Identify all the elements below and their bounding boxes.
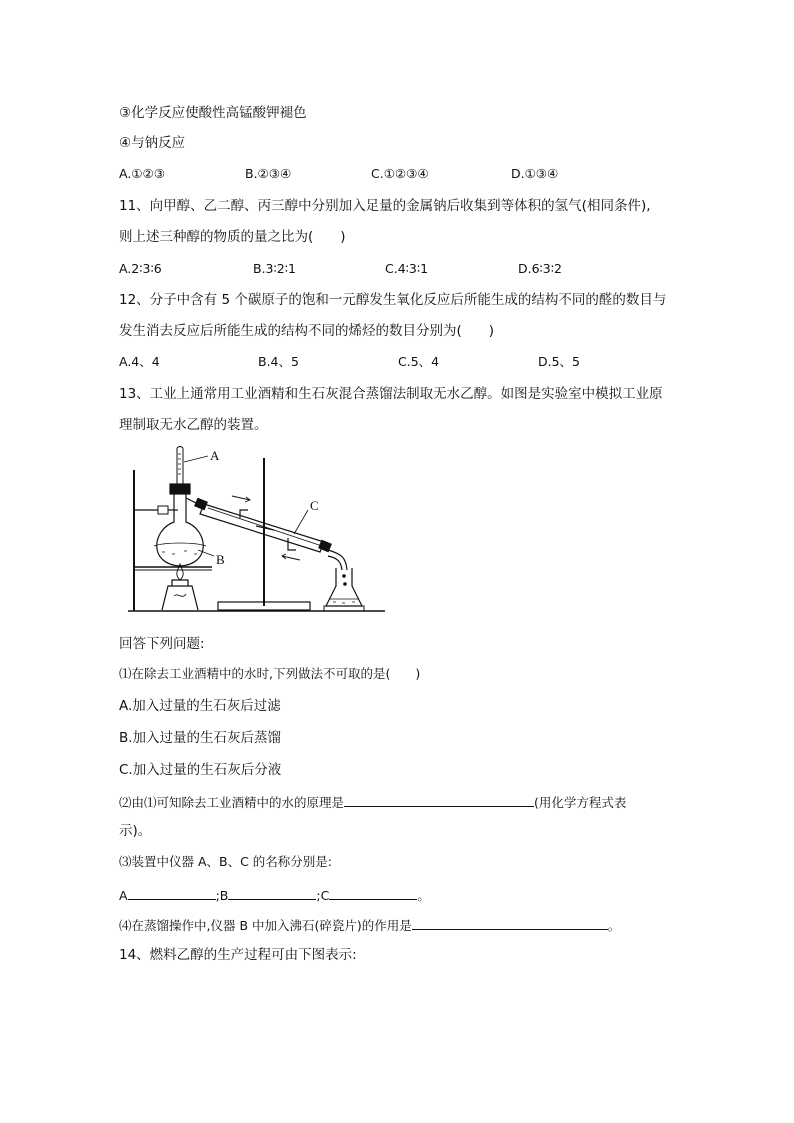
q10-option-b: B.②③④ bbox=[245, 166, 292, 181]
figure-label-b: B bbox=[216, 552, 225, 567]
q10-item-4: ④与钠反应 bbox=[119, 135, 186, 151]
q11-option-a: A.2∶3∶6 bbox=[119, 261, 162, 276]
figure-label-c: C bbox=[310, 498, 319, 513]
q13-sub4-end: 。 bbox=[607, 918, 621, 933]
q13-sub4-text: ⑷在蒸馏操作中,仪器 B 中加入沸石(碎瓷片)的作用是 bbox=[119, 918, 412, 933]
q13-sub3-label-a: A bbox=[119, 888, 128, 903]
figure-label-a: A bbox=[210, 448, 220, 463]
q10-option-c: C.①②③④ bbox=[371, 166, 429, 181]
q13-sub2-line-1 bbox=[119, 792, 626, 812]
q14-line-1: 14、燃料乙醇的生产过程可由下图表示: bbox=[119, 947, 357, 963]
q13-sub3-end: 。 bbox=[417, 888, 430, 903]
q13-sub2-text: ⑵由⑴可知除去工业酒精中的水的原理是 bbox=[119, 795, 345, 810]
q11-line-1: 11、向甲醇、乙二醇、丙三醇中分别加入足量的金属钠后收集到等体积的氢气(相同条件), bbox=[119, 198, 651, 214]
q13-sub3-label-c: ;C bbox=[316, 888, 330, 903]
q11-option-c: C.4∶3∶1 bbox=[385, 261, 429, 276]
q13-sub4 bbox=[119, 915, 620, 935]
q12-option-b: B.4、5 bbox=[258, 354, 299, 369]
q12-line-1: 12、分子中含有 5 个碳原子的饱和一元醇发生氧化反应后所能生成的结构不同的醛的数目与 bbox=[119, 292, 667, 308]
q13-sub1-option-c: C.加入过量的生石灰后分液 bbox=[119, 762, 282, 778]
q13-sub1-option-a: A.加入过量的生石灰后过滤 bbox=[119, 698, 281, 714]
q11-line-2: 则上述三种醇的物质的量之比为( ) bbox=[119, 229, 346, 245]
q13-sub2-line-2: 示)。 bbox=[119, 823, 152, 839]
q13-sub3-answers bbox=[119, 885, 430, 905]
q13-sub1: ⑴在除去工业酒精中的水时,下列做法不可取的是( ) bbox=[119, 666, 421, 681]
q13-sub3-label-b: ;B bbox=[215, 888, 229, 903]
q13-sub2-answer-blank[interactable] bbox=[344, 792, 534, 807]
q13-answer-prompt: 回答下列问题: bbox=[119, 636, 205, 652]
q12-option-c: C.5、4 bbox=[398, 354, 440, 369]
q13-sub3-blank-c[interactable] bbox=[329, 885, 417, 900]
q13-sub3-blank-a[interactable] bbox=[128, 885, 216, 900]
q10-option-a: A.①②③ bbox=[119, 166, 165, 181]
q13-sub4-answer-blank[interactable] bbox=[412, 915, 608, 930]
q10-item-3: ③化学反应使酸性高锰酸钾褪色 bbox=[119, 105, 307, 121]
distillation-apparatus-figure bbox=[128, 446, 386, 614]
q13-sub3: ⑶装置中仪器 A、B、C 的名称分别是: bbox=[119, 854, 333, 869]
q11-option-d: D.6∶3∶2 bbox=[518, 261, 562, 276]
q13-sub3-blank-b[interactable] bbox=[228, 885, 316, 900]
q12-option-a: A.4、4 bbox=[119, 354, 160, 369]
q13-line-1: 13、工业上通常用工业酒精和生石灰混合蒸馏法制取无水乙醇。如图是实验室中模拟工业原 bbox=[119, 386, 663, 402]
q11-option-b: B.3∶2∶1 bbox=[253, 261, 296, 276]
q10-option-d: D.①③④ bbox=[511, 166, 559, 181]
q12-option-d: D.5、5 bbox=[538, 354, 581, 369]
q13-sub1-option-b: B.加入过量的生石灰后蒸馏 bbox=[119, 730, 282, 746]
q13-sub2-text-2: (用化学方程式表 bbox=[534, 795, 627, 810]
q12-line-2: 发生消去反应后所能生成的结构不同的烯烃的数目分别为( ) bbox=[119, 323, 495, 339]
q13-line-2: 理制取无水乙醇的装置。 bbox=[119, 417, 268, 433]
